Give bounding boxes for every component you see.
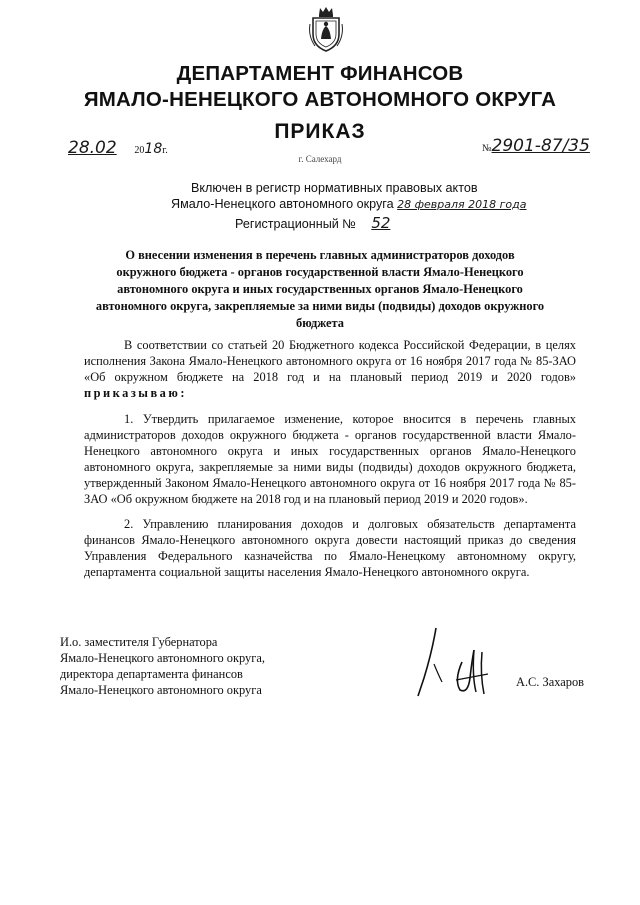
order-city: г. Салехард — [298, 154, 342, 164]
handwritten-signature — [398, 624, 510, 700]
order-date-year: 18 — [144, 141, 163, 157]
order-date-day: 28.02 — [68, 138, 117, 158]
signatory-position-line3: директора департамента финансов — [60, 667, 243, 681]
order-number-value: 2901-87/35 — [491, 136, 590, 156]
preamble-paragraph — [84, 337, 576, 401]
order-command: приказываю: — [84, 386, 187, 400]
order-number — [482, 136, 590, 156]
registry-date-handwritten: 28 февраля 2018 года — [397, 198, 527, 211]
order-date-year-prefix: 20 — [134, 145, 145, 156]
document-title: О внесении изменения в перечень главных администраторов доходов окружного бюджета - органов государственной власти Ямало-Ненецкого автономного округа и иных государственных органов Ямало-Ненецкого автономного округа, закрепляемые за ними виды (подвиды) доходов окружного бюджета — [95, 248, 545, 330]
clause-2: 2. Управлению планирования доходов и долговых обязательств департамента финансов Ямало-Ненецкого автономного округа довести настоящий приказ до сведения Управления Федерального казначейства по Ямало-Ненецкому автономному округу, департамента социальной защиты населения Ямало-Ненецкого автономного округа. — [84, 517, 576, 579]
order-number-prefix: № — [482, 143, 492, 154]
department-name-line1: ДЕПАРТАМЕНТ ФИНАНСОВ — [176, 62, 464, 85]
registry-line2 — [171, 197, 527, 211]
registry-line3 — [235, 214, 402, 232]
registry-line2-text: Ямало-Ненецкого автономного округа — [171, 197, 394, 211]
signatory-position-line2: Ямало-Ненецкого автономного округа, — [60, 651, 265, 665]
registry-number-handwritten: 52 — [371, 214, 391, 232]
department-name-line2: ЯМАЛО-НЕНЕЦКОГО АВТОНОМНОГО ОКРУГА — [83, 88, 557, 111]
registry-line1: Включен в регистр нормативных правовых актов — [191, 181, 478, 195]
order-title: ПРИКАЗ — [274, 120, 366, 143]
signatory-name: А.С. Захаров — [516, 675, 584, 689]
coat-of-arms-icon — [306, 4, 346, 54]
signatory-position — [60, 634, 265, 698]
signatory-position-line4: Ямало-Ненецкого автономного округа — [60, 683, 262, 697]
preamble-text: В соответствии со статьей 20 Бюджетного кодекса Российской Федерации, в целях исполнения Закона Ямало-Ненецкого автономного округа от 16 ноября 2017 года № 85-ЗАО «Об окружном бюджете на 2018 год и на плановый период 2019 и 2020 годов» — [84, 338, 576, 384]
clause-1: 1. Утвердить прилагаемое изменение, которое вносится в перечень главных администраторов доходов окружного бюджета - органов государственной власти Ямало-Ненецкого автономного округа и иных государственных органов Ямало-Ненецкого автономного округа, закрепляемые за ними виды (подвиды) доходов окружного бюджета, утвержденный Законом Ямало-Ненецкого автономного округа от 16 ноября 2017 года № 85-ЗАО «Об окружном бюджете на 2018 год и на плановый период 2019 и 2020 годов». — [84, 412, 576, 506]
registry-number-label: Регистрационный № — [235, 217, 356, 231]
signatory-position-line1: И.о. заместителя Губернатора — [60, 635, 218, 649]
order-date-year-suffix: г. — [162, 145, 168, 156]
